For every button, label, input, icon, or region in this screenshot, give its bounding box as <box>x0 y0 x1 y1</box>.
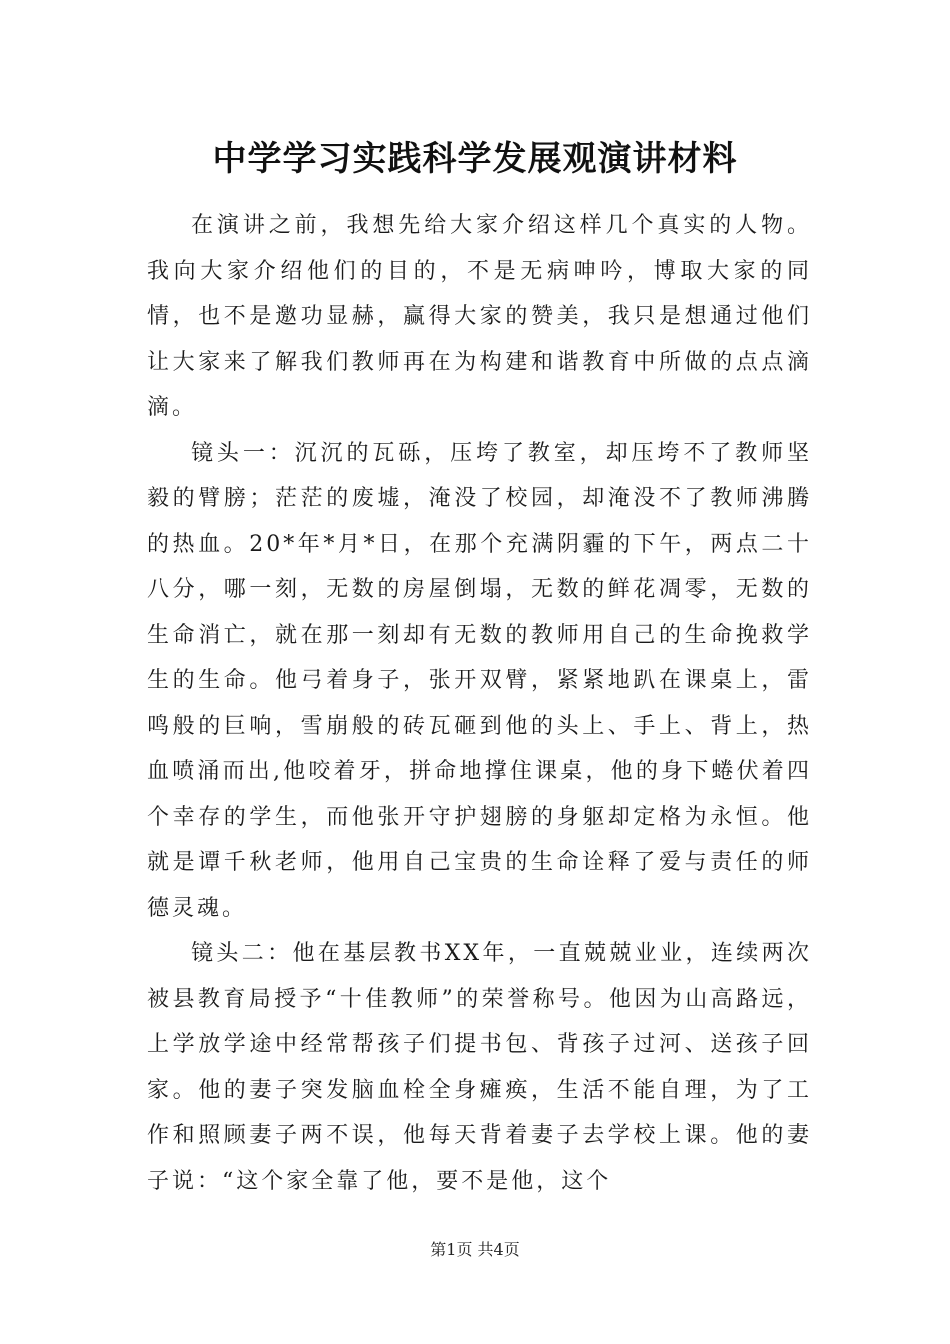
paragraph-scene-one: 镜头一：沉沉的瓦砾，压垮了教室，却压垮不了教师坚毅的臂膀；茫茫的废墟，淹没了校园，却淹没不了教师沸腾的热血。20*年*月*日，在那个充满阴霾的下午，两点二十八分，哪一刻，无数的房屋倒塌，无数的鲜花凋零，无数的生命消亡，就在那一刻却有无数的教师用自己的生命挽救学生的生命。他弓着身子，张开双臂，紧紧地趴在课桌上，雷鸣般的巨响，雪崩般的砖瓦砸到他的头上、手上、背上，热血喷涌而出,他咬着牙，拼命地撑住课桌，他的身下蜷伏着四个幸存的学生，而他张开守护翅膀的身躯却定格为永恒。他就是谭千秋老师，他用自己宝贵的生命诠释了爱与责任的师德灵魂。 <box>147 440 812 921</box>
paragraph-intro: 在演讲之前，我想先给大家介绍这样几个真实的人物。我向大家介绍他们的目的，不是无病呻吟，博取大家的同情，也不是邀功显赫，赢得大家的赞美，我只是想通过他们让大家来了解我们教师再在为构建和谐教育中所做的点点滴滴。 <box>147 213 812 420</box>
page-footer: 第1页 共4页 <box>430 1240 520 1259</box>
paragraph-scene-two: 镜头二：他在基层教书XX年，一直兢兢业业，连续两次被县教育局授予“十佳教师”的荣誉称号。他因为山高路远，上学放学途中经常帮孩子们提书包、背孩子过河、送孩子回家。他的妻子突发脑血栓全身瘫痪，生活不能自理，为了工作和照顾妻子两不误，他每天背着妻子去学校上课。他的妻子说：“这个家全靠了他，要不是他，这个 <box>147 941 812 1194</box>
document-body <box>147 203 812 1204</box>
document-title: 中学学习实践科学发展观演讲材料 <box>212 139 738 179</box>
